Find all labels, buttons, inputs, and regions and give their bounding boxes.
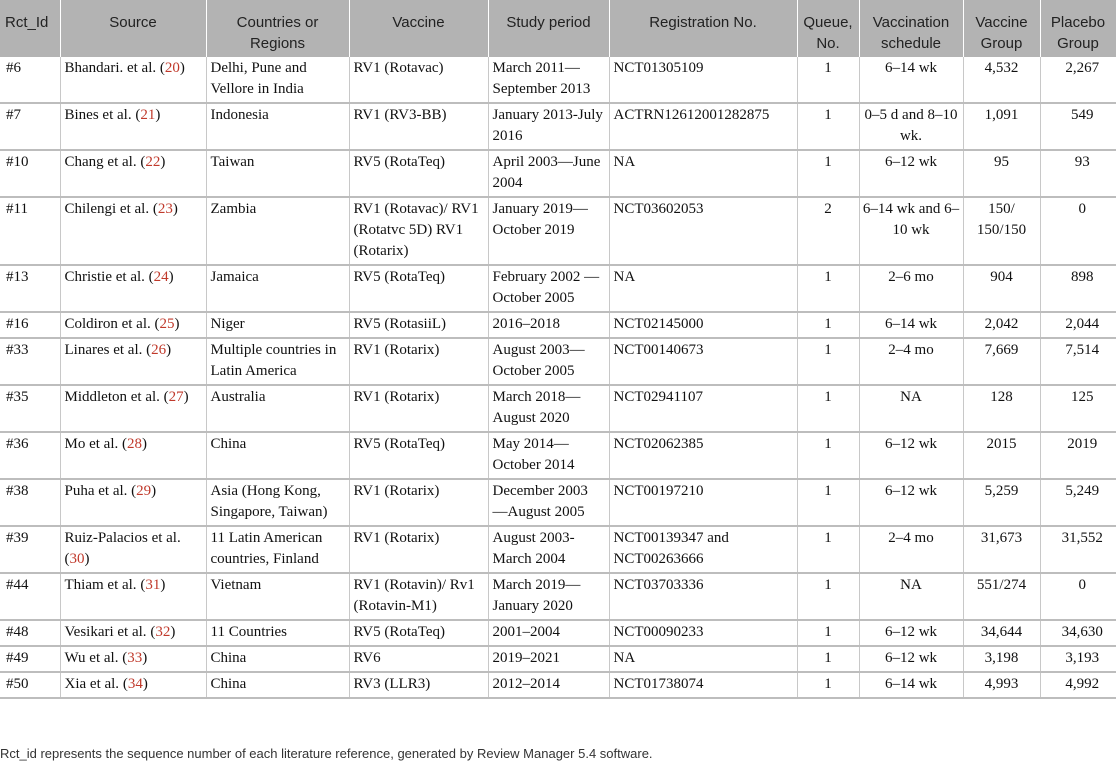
cell-source: Xia et al. (34) xyxy=(60,672,206,698)
cell-vaccine: RV5 (RotaTeq) xyxy=(349,432,488,479)
cell-rct-id: #10 xyxy=(0,150,60,197)
table-row xyxy=(0,150,1116,197)
cell-study-period: 2019–2021 xyxy=(488,646,609,672)
cell-source: Bines et al. (21) xyxy=(60,103,206,150)
cell-registration: NA xyxy=(609,150,797,197)
reference-link[interactable]: 26 xyxy=(151,342,167,358)
cell-rct-id: #36 xyxy=(0,432,60,479)
cell-rct-id: #44 xyxy=(0,573,60,620)
cell-vaccine-group: 7,669 xyxy=(963,338,1040,385)
table-row xyxy=(0,385,1116,432)
reference-link[interactable]: 23 xyxy=(157,201,173,217)
header-vaccine: Vaccine xyxy=(349,0,488,57)
reference-link[interactable]: 31 xyxy=(145,577,161,593)
table-row xyxy=(0,103,1116,150)
source-author: Chang et al. xyxy=(64,154,137,170)
cell-study-period: March 2011—September 2013 xyxy=(488,57,609,103)
cell-schedule: 0–5 d and 8–10 wk. xyxy=(859,103,963,150)
cell-registration: ACTRN12612001282875 xyxy=(609,103,797,150)
cell-schedule: 6–14 wk xyxy=(859,312,963,338)
cell-registration: NCT00140673 xyxy=(609,338,797,385)
cell-vaccine-group: 34,644 xyxy=(963,620,1040,646)
cell-queue: 1 xyxy=(797,646,859,672)
cell-countries: China xyxy=(206,432,349,479)
cell-vaccine: RV1 (Rotarix) xyxy=(349,338,488,385)
table-row xyxy=(0,338,1116,385)
cell-vaccine-group: 904 xyxy=(963,265,1040,312)
cell-vaccine: RV6 xyxy=(349,646,488,672)
source-author: Vesikari et al. xyxy=(64,624,147,640)
cell-source: Chilengi et al. (23) xyxy=(60,197,206,265)
table-row xyxy=(0,646,1116,672)
header-rct-id: Rct_Id xyxy=(0,0,60,57)
cell-schedule: NA xyxy=(859,573,963,620)
cell-queue: 1 xyxy=(797,312,859,338)
cell-countries: China xyxy=(206,646,349,672)
cell-vaccine: RV1 (Rotarix) xyxy=(349,479,488,526)
cell-study-period: December 2003 —August 2005 xyxy=(488,479,609,526)
reference-link[interactable]: 29 xyxy=(136,483,152,499)
header-queue: Queue, No. xyxy=(797,0,859,57)
cell-rct-id: #48 xyxy=(0,620,60,646)
cell-queue: 1 xyxy=(797,620,859,646)
cell-queue: 1 xyxy=(797,385,859,432)
cell-source: Christie et al. (24) xyxy=(60,265,206,312)
cell-registration: NCT03703336 xyxy=(609,573,797,620)
cell-vaccine-group: 1,091 xyxy=(963,103,1040,150)
cell-vaccine: RV5 (RotasiiL) xyxy=(349,312,488,338)
cell-rct-id: #33 xyxy=(0,338,60,385)
cell-vaccine: RV1 (Rotarix) xyxy=(349,526,488,573)
table-row xyxy=(0,573,1116,620)
cell-schedule: 6–14 wk xyxy=(859,672,963,698)
cell-vaccine-group: 4,993 xyxy=(963,672,1040,698)
header-row xyxy=(0,0,1116,57)
cell-vaccine-group: 3,198 xyxy=(963,646,1040,672)
cell-schedule: 2–4 mo xyxy=(859,338,963,385)
cell-source: Coldiron et al. (25) xyxy=(60,312,206,338)
cell-placebo-group: 0 xyxy=(1040,573,1116,620)
cell-study-period: January 2019—October 2019 xyxy=(488,197,609,265)
table-body xyxy=(0,57,1116,698)
cell-placebo-group: 898 xyxy=(1040,265,1116,312)
cell-placebo-group: 3,193 xyxy=(1040,646,1116,672)
cell-registration: NCT00197210 xyxy=(609,479,797,526)
cell-schedule: 2–6 mo xyxy=(859,265,963,312)
source-author: Wu et al. xyxy=(64,650,119,666)
cell-vaccine: RV1 (Rotavac)/ RV1 (Rotatvc 5D) RV1 (Rotarix) xyxy=(349,197,488,265)
table-row xyxy=(0,620,1116,646)
cell-schedule: 6–14 wk xyxy=(859,57,963,103)
table-row xyxy=(0,57,1116,103)
source-author: Xia et al. xyxy=(64,676,120,692)
table-row xyxy=(0,526,1116,573)
cell-countries: Delhi, Pune and Vellore in India xyxy=(206,57,349,103)
cell-registration: NCT03602053 xyxy=(609,197,797,265)
cell-rct-id: #7 xyxy=(0,103,60,150)
source-author: Bines et al. xyxy=(64,107,132,123)
table-footnote: Rct_id represents the sequence number of each literature reference, generated by Review Manager 5.4 software. xyxy=(0,746,653,761)
cell-vaccine: RV1 (Rotavac) xyxy=(349,57,488,103)
cell-vaccine-group: 128 xyxy=(963,385,1040,432)
cell-source: Ruiz-Palacios et al. (30) xyxy=(60,526,206,573)
cell-countries: Asia (Hong Kong, Singapore, Taiwan) xyxy=(206,479,349,526)
cell-schedule: NA xyxy=(859,385,963,432)
cell-registration: NCT02062385 xyxy=(609,432,797,479)
cell-study-period: March 2018—August 2020 xyxy=(488,385,609,432)
cell-registration: NCT01738074 xyxy=(609,672,797,698)
cell-vaccine-group: 551/274 xyxy=(963,573,1040,620)
cell-registration: NA xyxy=(609,265,797,312)
cell-study-period: August 2003-March 2004 xyxy=(488,526,609,573)
cell-countries: Zambia xyxy=(206,197,349,265)
cell-vaccine-group: 2,042 xyxy=(963,312,1040,338)
cell-vaccine-group: 31,673 xyxy=(963,526,1040,573)
cell-countries: 11 Countries xyxy=(206,620,349,646)
cell-vaccine: RV1 (Rotarix) xyxy=(349,385,488,432)
cell-registration: NCT00090233 xyxy=(609,620,797,646)
source-author: Middleton et al. xyxy=(64,389,160,405)
cell-queue: 1 xyxy=(797,265,859,312)
cell-study-period: 2016–2018 xyxy=(488,312,609,338)
reference-link[interactable]: 25 xyxy=(159,316,175,332)
cell-countries: Taiwan xyxy=(206,150,349,197)
cell-placebo-group: 2019 xyxy=(1040,432,1116,479)
cell-study-period: May 2014—October 2014 xyxy=(488,432,609,479)
source-author: Christie et al. xyxy=(64,269,145,285)
cell-vaccine-group: 5,259 xyxy=(963,479,1040,526)
cell-schedule: 6–12 wk xyxy=(859,432,963,479)
cell-vaccine: RV5 (RotaTeq) xyxy=(349,265,488,312)
cell-source: Puha et al. (29) xyxy=(60,479,206,526)
cell-placebo-group: 2,044 xyxy=(1040,312,1116,338)
cell-study-period: January 2013-July 2016 xyxy=(488,103,609,150)
table-row xyxy=(0,312,1116,338)
cell-placebo-group: 4,992 xyxy=(1040,672,1116,698)
header-study-period: Study period xyxy=(488,0,609,57)
cell-queue: 1 xyxy=(797,573,859,620)
cell-vaccine: RV1 (RV3-BB) xyxy=(349,103,488,150)
cell-placebo-group: 0 xyxy=(1040,197,1116,265)
source-author: Mo et al. xyxy=(64,436,119,452)
cell-source: Linares et al. (26) xyxy=(60,338,206,385)
cell-rct-id: #50 xyxy=(0,672,60,698)
cell-placebo-group: 31,552 xyxy=(1040,526,1116,573)
cell-placebo-group: 93 xyxy=(1040,150,1116,197)
source-author: Puha et al. xyxy=(64,483,128,499)
cell-vaccine-group: 95 xyxy=(963,150,1040,197)
table-row xyxy=(0,672,1116,698)
source-author: Thiam et al. xyxy=(64,577,137,593)
header-vaccine-group: Vaccine Group xyxy=(963,0,1040,57)
table-header xyxy=(0,0,1116,57)
table-row xyxy=(0,265,1116,312)
cell-schedule: 2–4 mo xyxy=(859,526,963,573)
cell-rct-id: #16 xyxy=(0,312,60,338)
cell-queue: 1 xyxy=(797,672,859,698)
cell-study-period: April 2003—June 2004 xyxy=(488,150,609,197)
header-placebo-group: Placebo Group xyxy=(1040,0,1116,57)
cell-vaccine: RV5 (RotaTeq) xyxy=(349,620,488,646)
cell-registration: NCT00139347 and NCT00263666 xyxy=(609,526,797,573)
cell-source: Thiam et al. (31) xyxy=(60,573,206,620)
cell-schedule: 6–12 wk xyxy=(859,479,963,526)
cell-queue: 1 xyxy=(797,103,859,150)
source-author: Linares et al. xyxy=(64,342,143,358)
cell-schedule: 6–12 wk xyxy=(859,646,963,672)
reference-link[interactable]: 28 xyxy=(127,436,142,452)
cell-placebo-group: 2,267 xyxy=(1040,57,1116,103)
cell-queue: 1 xyxy=(797,479,859,526)
cell-rct-id: #13 xyxy=(0,265,60,312)
cell-study-period: 2012–2014 xyxy=(488,672,609,698)
cell-vaccine: RV5 (RotaTeq) xyxy=(349,150,488,197)
reference-link[interactable]: 32 xyxy=(155,624,171,640)
cell-rct-id: #35 xyxy=(0,385,60,432)
cell-source: Vesikari et al. (32) xyxy=(60,620,206,646)
cell-study-period: 2001–2004 xyxy=(488,620,609,646)
source-author: Coldiron et al. xyxy=(64,316,151,332)
cell-registration: NA xyxy=(609,646,797,672)
cell-vaccine-group: 2015 xyxy=(963,432,1040,479)
cell-study-period: March 2019—January 2020 xyxy=(488,573,609,620)
cell-source: Mo et al. (28) xyxy=(60,432,206,479)
cell-rct-id: #39 xyxy=(0,526,60,573)
cell-countries: Vietnam xyxy=(206,573,349,620)
cell-schedule: 6–12 wk xyxy=(859,620,963,646)
cell-queue: 2 xyxy=(797,197,859,265)
cell-source: Bhandari. et al. (20) xyxy=(60,57,206,103)
header-countries: Countries or Regions xyxy=(206,0,349,57)
table-row xyxy=(0,432,1116,479)
reference-link[interactable]: 24 xyxy=(153,269,169,285)
cell-countries: China xyxy=(206,672,349,698)
header-schedule: Vaccination schedule xyxy=(859,0,963,57)
cell-schedule: 6–14 wk and 6–10 wk xyxy=(859,197,963,265)
source-author: Ruiz-Palacios et al. xyxy=(64,530,181,546)
reference-link[interactable]: 30 xyxy=(69,551,85,567)
cell-rct-id: #11 xyxy=(0,197,60,265)
cell-placebo-group: 125 xyxy=(1040,385,1116,432)
reference-link[interactable]: 22 xyxy=(145,154,161,170)
cell-study-period: August 2003—October 2005 xyxy=(488,338,609,385)
cell-countries: Australia xyxy=(206,385,349,432)
cell-registration: NCT02145000 xyxy=(609,312,797,338)
table-row xyxy=(0,479,1116,526)
reference-link[interactable]: 21 xyxy=(140,107,156,123)
cell-vaccine: RV3 (LLR3) xyxy=(349,672,488,698)
cell-countries: Jamaica xyxy=(206,265,349,312)
cell-queue: 1 xyxy=(797,526,859,573)
reference-link[interactable]: 20 xyxy=(164,60,180,76)
reference-link[interactable]: 27 xyxy=(168,389,184,405)
cell-countries: Indonesia xyxy=(206,103,349,150)
reference-link[interactable]: 34 xyxy=(127,676,143,692)
cell-rct-id: #38 xyxy=(0,479,60,526)
cell-vaccine: RV1 (Rotavin)/ Rv1 (Rotavin-M1) xyxy=(349,573,488,620)
cell-queue: 1 xyxy=(797,432,859,479)
cell-countries: Niger xyxy=(206,312,349,338)
cell-registration: NCT02941107 xyxy=(609,385,797,432)
cell-vaccine-group: 150/ 150/150 xyxy=(963,197,1040,265)
cell-placebo-group: 5,249 xyxy=(1040,479,1116,526)
source-author: Bhandari. et al. xyxy=(64,60,157,76)
cell-source: Chang et al. (22) xyxy=(60,150,206,197)
cell-rct-id: #49 xyxy=(0,646,60,672)
cell-queue: 1 xyxy=(797,150,859,197)
cell-queue: 1 xyxy=(797,57,859,103)
table-row xyxy=(0,197,1116,265)
header-registration: Registration No. xyxy=(609,0,797,57)
cell-rct-id: #6 xyxy=(0,57,60,103)
cell-study-period: February 2002 —October 2005 xyxy=(488,265,609,312)
cell-placebo-group: 34,630 xyxy=(1040,620,1116,646)
cell-countries: 11 Latin American countries, Finland xyxy=(206,526,349,573)
cell-source: Middleton et al. (27) xyxy=(60,385,206,432)
cell-placebo-group: 549 xyxy=(1040,103,1116,150)
cell-registration: NCT01305109 xyxy=(609,57,797,103)
cell-source: Wu et al. (33) xyxy=(60,646,206,672)
cell-vaccine-group: 4,532 xyxy=(963,57,1040,103)
reference-link[interactable]: 33 xyxy=(127,650,143,666)
cell-schedule: 6–12 wk xyxy=(859,150,963,197)
cell-placebo-group: 7,514 xyxy=(1040,338,1116,385)
cell-queue: 1 xyxy=(797,338,859,385)
cell-countries: Multiple countries in Latin America xyxy=(206,338,349,385)
source-author: Chilengi et al. xyxy=(64,201,150,217)
header-source: Source xyxy=(60,0,206,57)
